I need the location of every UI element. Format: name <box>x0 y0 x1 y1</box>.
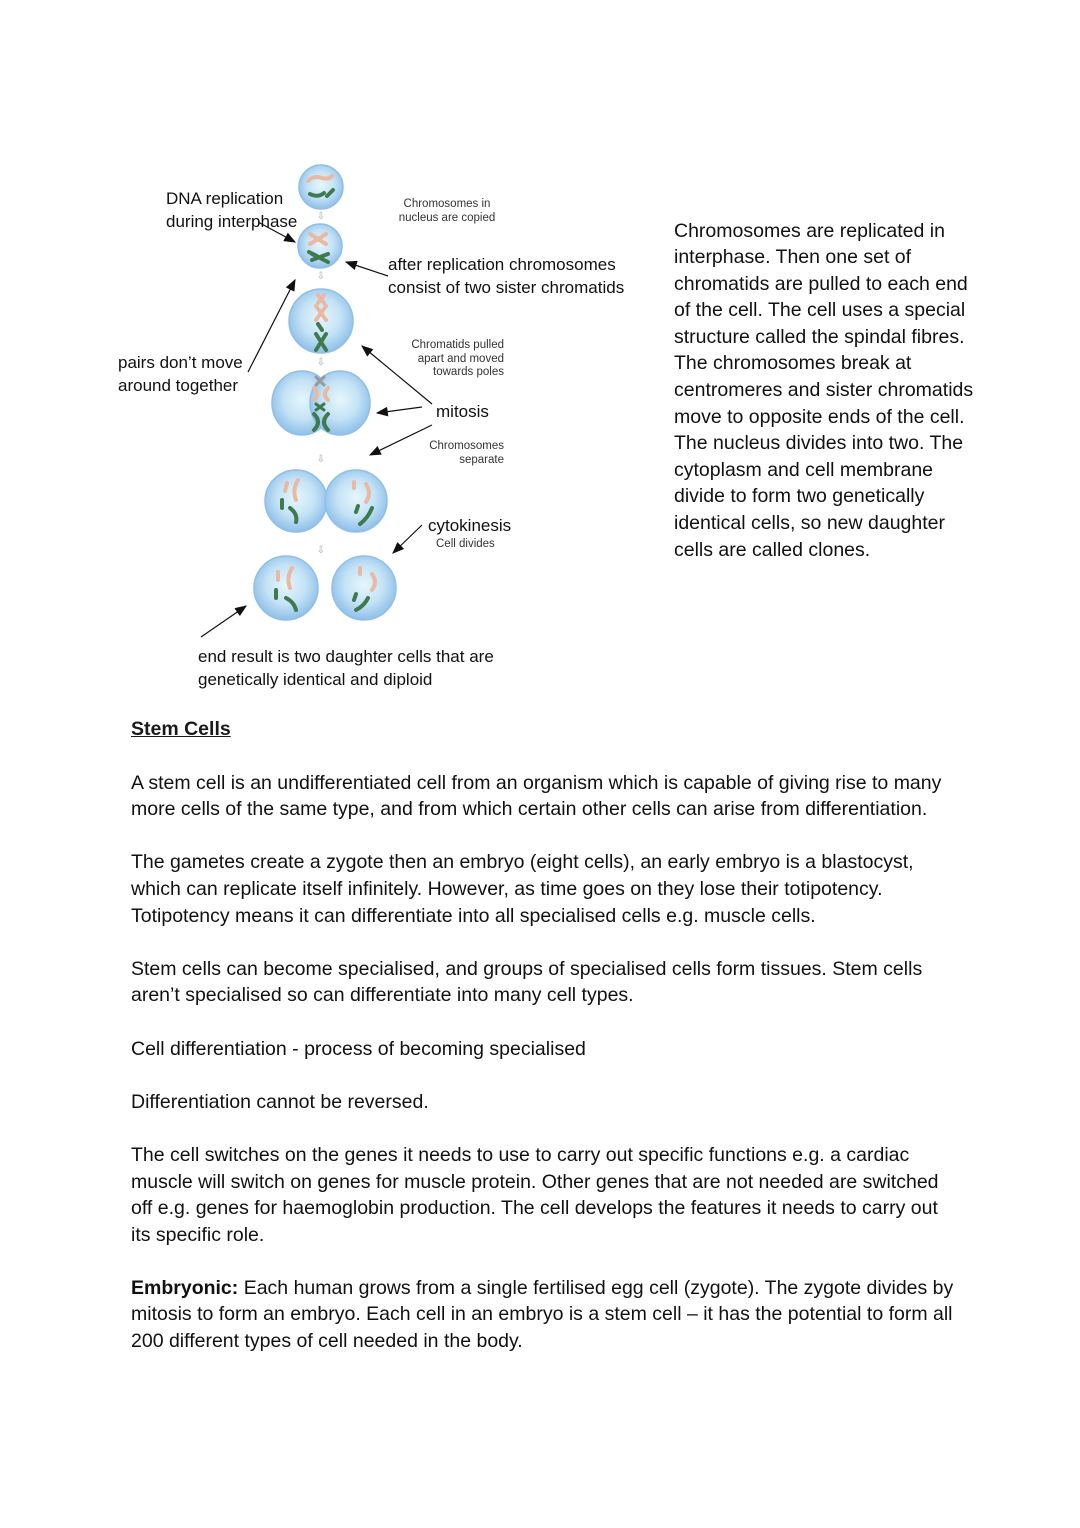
annotation-line: pairs don’t move <box>118 353 243 372</box>
svg-text:⇩: ⇩ <box>316 545 326 556</box>
caption-line: separate <box>459 453 504 466</box>
annotation-line: consist of two sister chromatids <box>388 278 625 297</box>
annotation-after-replication <box>388 253 624 299</box>
paragraph-definition: A stem cell is an undifferentiated cell from an organism which is capable of giving rise to many more cells of the same type, and from which certain other cells can arise from differentiation. <box>131 771 942 821</box>
mitosis-diagram <box>0 0 660 700</box>
svg-text:⇩: ⇩ <box>316 211 326 222</box>
svg-text:⇩: ⇩ <box>316 357 326 368</box>
caption-line: Chromosomes in <box>403 198 491 210</box>
annotation-line: after replication chromosomes <box>388 255 616 274</box>
caption-cell-divides: Cell divides <box>436 538 495 550</box>
daughter-cells <box>254 556 396 620</box>
cell-interphase <box>299 165 343 209</box>
caption-separate <box>394 440 504 467</box>
paragraph-genes: The cell switches on the genes it needs to use to carry out specific functions e.g. a cardiac muscle will switch on genes for muscle protein. Other genes that are not needed are switched off e.g. genes for haemoglobin production. The cell develops the features it needs to carry out its specific role. <box>131 1143 939 1246</box>
annotation-line: end result is two daughter cells that are <box>198 647 494 666</box>
paragraph-irreversible: Differentiation cannot be reversed. <box>131 1090 429 1113</box>
annotation-line: DNA replication <box>166 189 284 208</box>
annotation-dna-replication <box>166 187 297 233</box>
cell-telophase <box>265 470 387 532</box>
annotation-pairs <box>118 351 243 397</box>
caption-pulled <box>394 339 504 380</box>
embryonic-label: Embryonic: <box>131 1276 239 1299</box>
annotation-mitosis: mitosis <box>436 402 489 421</box>
annotation-line: genetically identical and diploid <box>198 670 433 689</box>
caption-line: apart and moved <box>417 352 504 365</box>
mitosis-summary-text: Chromosomes are replicated in interphase. Then one set of chromatids are pulled to each end of the cell. The cell uses a special structure called the spindal fibres. The chromosomes break at centromeres and sister chromatids move to opposite ends of the cell. The nucleus divides into two. The cytoplasm and cell membrane divide to form two genetically identical cells, so new daughter cells are called clones. <box>674 219 974 561</box>
caption-line: Chromatids pulled <box>411 339 504 351</box>
paragraph-embryonic <box>131 1275 961 1355</box>
annotation-end-result <box>198 645 494 691</box>
paragraph-differentiation: Cell differentiation - process of becoming specialised <box>131 1037 586 1060</box>
embryonic-text: Each human grows from a single fertilised egg cell (zygote). The zygote divides by mitosis to form an embryo. Each cell in an embryo is a stem cell – it has the potential to form all 200 different types of cell needed in the body. <box>131 1276 954 1353</box>
caption-line: towards poles <box>433 366 504 378</box>
cell-metaphase <box>289 289 353 353</box>
annotation-line: during interphase <box>166 212 298 231</box>
cell-division-illustration <box>0 0 660 700</box>
cell-anaphase <box>272 371 370 435</box>
paragraph-gametes: The gametes create a zygote then an embryo (eight cells), an early embryo is a blastocyst, which can replicate itself infinitely. However, as time goes on they lose their totipotency. Totipotency means it can differentiate into all specialised cells e.g. muscle cells. <box>131 851 914 927</box>
svg-text:⇩: ⇩ <box>316 271 326 282</box>
paragraph-specialised: Stem cells can become specialised, and groups of specialised cells form tissues. Stem cells aren’t specialised so can differentiate into many cell types. <box>131 957 923 1007</box>
svg-text:⇩: ⇩ <box>316 454 326 465</box>
cell-replicated <box>298 224 342 268</box>
caption-copied <box>392 198 502 225</box>
caption-line: Chromosomes <box>429 440 504 452</box>
annotation-cytokinesis: cytokinesis <box>428 516 512 535</box>
caption-line: nucleus are copied <box>398 211 496 224</box>
stem-cells-section <box>131 716 961 1355</box>
annotation-line: around together <box>118 376 239 395</box>
section-heading: Stem Cells <box>131 718 231 740</box>
